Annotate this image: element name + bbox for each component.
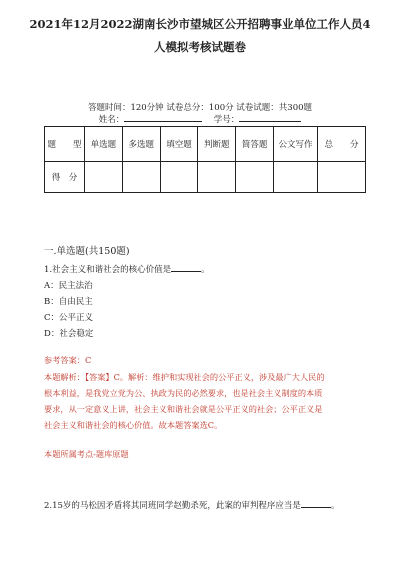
question-source: 本题所属考点-题库原题 [44, 449, 129, 459]
header-cell-true-false: 判断题 [198, 127, 236, 162]
option-b: B：自由民主 [44, 297, 93, 307]
header-cell-single-choice: 单选题 [85, 127, 123, 162]
student-id-blank[interactable] [239, 112, 301, 122]
question-1-text: 1.社会主义和谐社会的核心价值是 [44, 265, 172, 275]
name-label: 姓名： [98, 115, 125, 125]
name-blank[interactable] [124, 112, 202, 122]
score-cell[interactable] [236, 162, 274, 193]
answer-blank [171, 262, 201, 272]
explanation-line: 要求，从一定意义上讲，社会主义和谐社会就是公平正义的社会；公平正义是 [44, 404, 323, 414]
exam-title-line-2: 人模拟考核试题卷 [154, 40, 246, 54]
section-title: 一.单选题(共150题) [44, 246, 130, 257]
header-cell-document-writing: 公文写作 [274, 127, 318, 162]
header-cell-total: 总 分 [318, 127, 366, 162]
exam-title-line-1: 2021年12月2022湖南长沙市望城区公开招聘事业单位工作人员4 [29, 17, 371, 31]
score-table-header-row [45, 127, 366, 162]
explanation-line: 根本利益，是我党立党为公、执政为民的必然要求，也是社会主义制度的本质 [44, 388, 323, 398]
score-cell[interactable] [160, 162, 198, 193]
score-cell[interactable] [85, 162, 123, 193]
score-cell[interactable] [198, 162, 236, 193]
explanation-line: 社会主义和谐社会的核心价值。故本题答案选C。 [44, 420, 223, 430]
question-1-end: 。 [201, 265, 210, 275]
explanation-line: 本题解析：【答案】C。解析：维护和实现社会的公平正义，涉及最广大人民的 [44, 372, 325, 382]
score-table [44, 126, 366, 193]
name-id-line [0, 112, 400, 125]
exam-info: 答题时间：120分钟 试卷总分：100分 试卷试题：共300题 [87, 103, 313, 113]
student-id-label: 学号： [213, 115, 240, 125]
option-a: A：民主法治 [44, 281, 93, 291]
question-1-stem [44, 262, 210, 276]
score-row-label: 得 分 [45, 162, 85, 193]
score-table-score-row [45, 162, 366, 193]
header-cell-type: 题 型 [45, 127, 85, 162]
header-cell-short-answer: 简答题 [236, 127, 274, 162]
score-cell[interactable] [318, 162, 366, 193]
question-2-text: 2.15岁的马松因矛盾将其同班同学赵勤杀死，此案的审判程序应当是 [44, 501, 301, 511]
option-d: D：社会稳定 [44, 329, 94, 339]
header-cell-fill-blank: 填空题 [160, 127, 198, 162]
question-2-stem [44, 498, 339, 512]
option-c: C：公平正义 [44, 313, 94, 323]
header-cell-multiple-choice: 多选题 [122, 127, 160, 162]
reference-answer: 参考答案：C [44, 355, 92, 365]
score-cell[interactable] [122, 162, 160, 193]
answer-blank [301, 498, 331, 508]
question-2-end: 。 [330, 501, 340, 511]
score-cell[interactable] [274, 162, 318, 193]
